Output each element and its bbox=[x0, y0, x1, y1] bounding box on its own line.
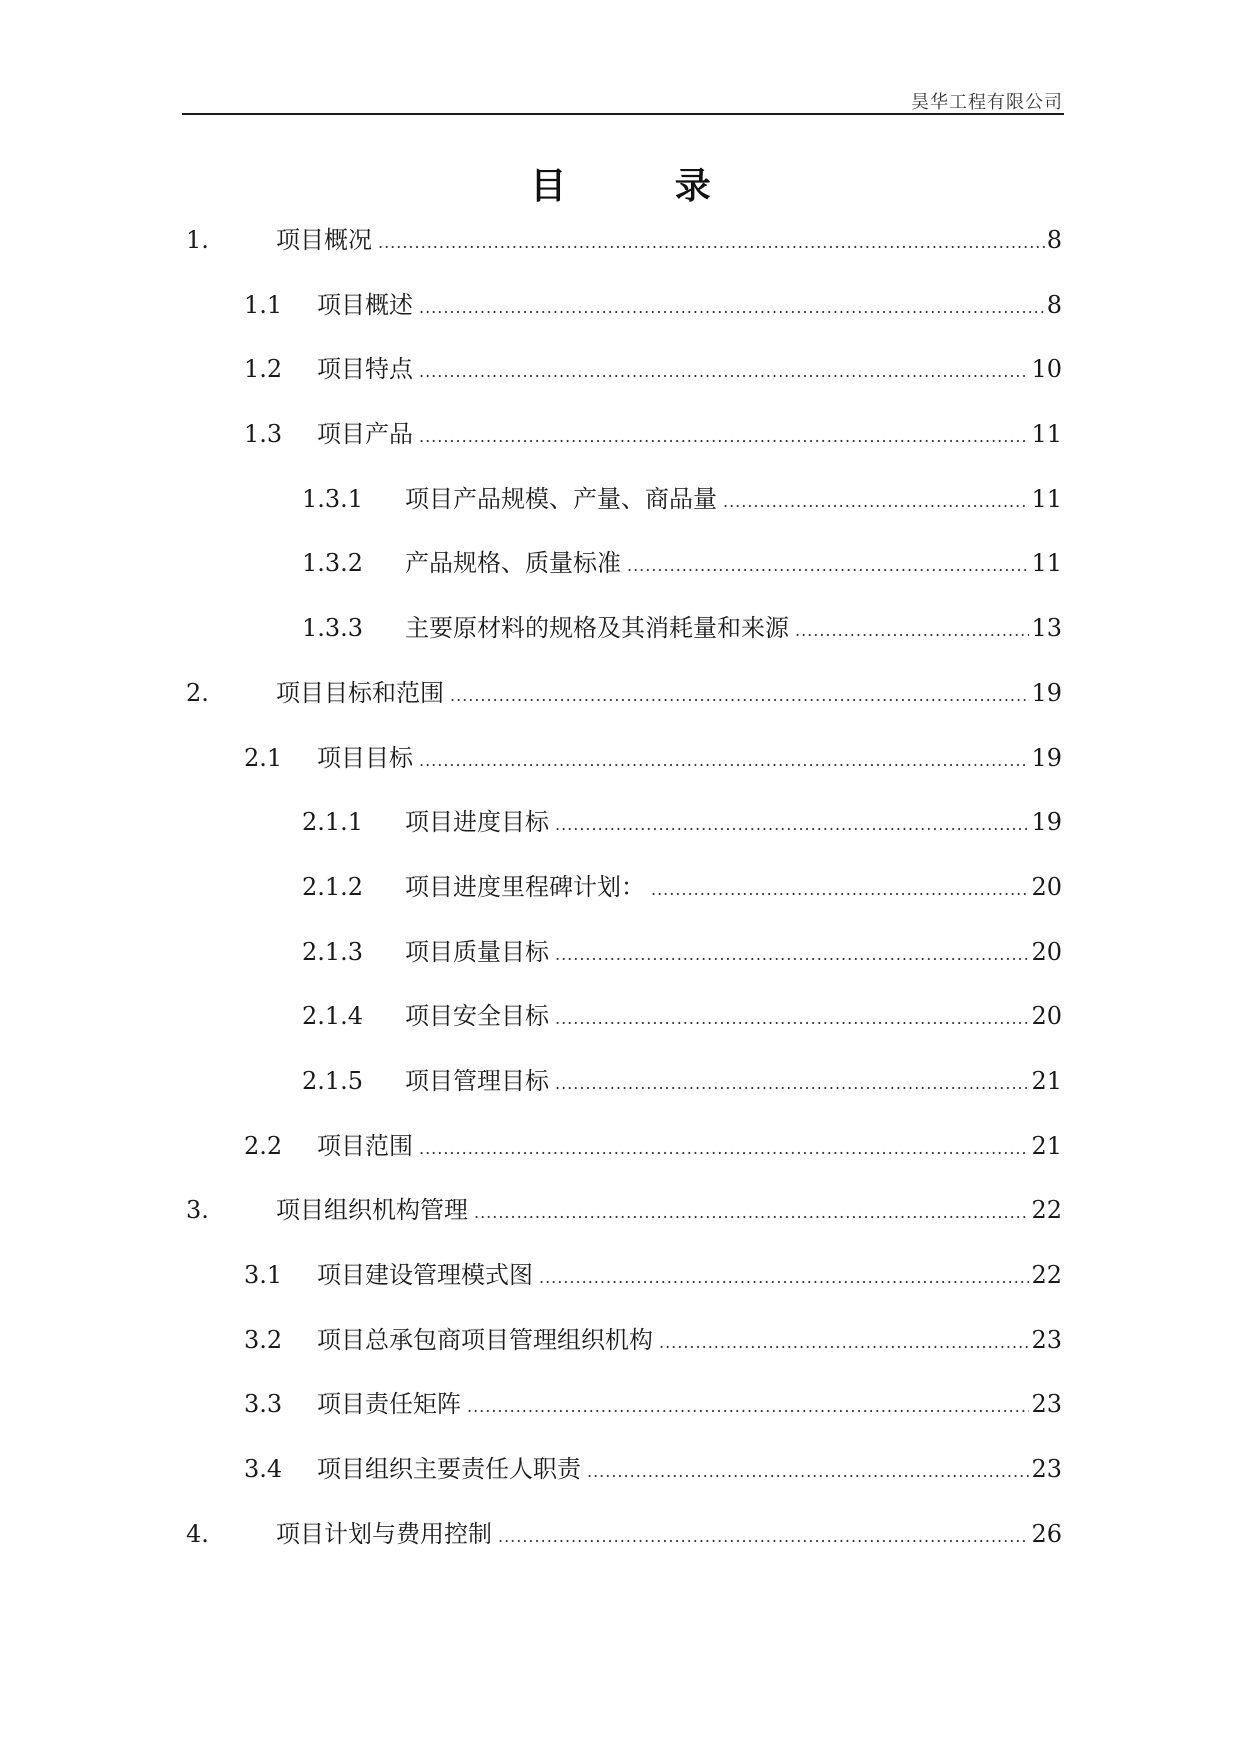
toc-entry-page: 11 bbox=[1031, 484, 1062, 513]
toc-entry-page: 8 bbox=[1046, 290, 1062, 319]
toc-entry-title: 项目总承包商项目管理组织机构 bbox=[317, 1325, 653, 1354]
toc-entry-page: 11 bbox=[1031, 420, 1062, 449]
toc-dot-leader bbox=[555, 1066, 1029, 1102]
toc-dot-leader bbox=[450, 678, 1029, 714]
toc-entry-number: 1.1 bbox=[244, 290, 283, 319]
toc-entry[interactable] bbox=[182, 675, 1062, 740]
toc-entry[interactable] bbox=[182, 545, 1062, 610]
toc-entry-title: 项目进度里程碑计划： bbox=[405, 872, 645, 901]
toc-entry-title: 项目质量目标 bbox=[405, 937, 549, 966]
toc-entry-number: 3.4 bbox=[244, 1455, 283, 1484]
toc-entry[interactable] bbox=[182, 610, 1062, 675]
toc-entry-title: 项目计划与费用控制 bbox=[276, 1519, 492, 1548]
toc-entry-page: 11 bbox=[1031, 549, 1062, 578]
toc-dot-leader bbox=[555, 937, 1029, 973]
toc-dot-leader bbox=[474, 1195, 1029, 1231]
toc-entry-number: 3.3 bbox=[244, 1390, 283, 1419]
toc-entry-page: 20 bbox=[1031, 1002, 1062, 1031]
toc-entry[interactable] bbox=[182, 1451, 1062, 1516]
toc-entry-number: 1.2 bbox=[244, 355, 283, 384]
toc-entry[interactable] bbox=[182, 1516, 1062, 1581]
toc-dot-leader bbox=[627, 548, 1029, 584]
toc-entry-page: 23 bbox=[1031, 1325, 1062, 1354]
toc-dot-leader bbox=[419, 419, 1029, 455]
toc-entry-title: 项目特点 bbox=[317, 355, 413, 384]
toc-entry[interactable] bbox=[182, 287, 1062, 352]
toc-entry-number: 3. bbox=[186, 1196, 209, 1225]
toc-dot-leader bbox=[419, 354, 1029, 390]
toc-entry[interactable] bbox=[182, 1128, 1062, 1193]
toc-entry-page: 19 bbox=[1031, 678, 1062, 707]
toc-entry-number: 2.1.3 bbox=[302, 937, 364, 966]
toc-entry-number: 1.3.1 bbox=[302, 484, 364, 513]
toc-entry[interactable] bbox=[182, 1386, 1062, 1451]
toc-entry[interactable] bbox=[182, 481, 1062, 546]
toc-entry[interactable] bbox=[182, 934, 1062, 999]
toc-entry-number: 2.1.1 bbox=[302, 808, 364, 837]
toc-entry-title: 项目建设管理模式图 bbox=[317, 1261, 533, 1289]
toc-entry-number: 3.2 bbox=[244, 1325, 283, 1354]
toc-entry-number: 1.3.2 bbox=[302, 549, 364, 578]
toc-entry-page: 20 bbox=[1031, 872, 1062, 901]
toc-entry[interactable] bbox=[182, 1322, 1062, 1387]
toc-entry-title: 项目目标 bbox=[317, 743, 413, 772]
toc-entry-page: 20 bbox=[1031, 937, 1062, 966]
toc-entry-number: 3.1 bbox=[244, 1261, 283, 1289]
toc-entry[interactable] bbox=[182, 1192, 1062, 1257]
toc-dot-leader bbox=[555, 1001, 1029, 1037]
toc-entry-number: 2.2 bbox=[244, 1131, 283, 1160]
toc-entry-page: 22 bbox=[1031, 1261, 1062, 1289]
toc-dot-leader bbox=[539, 1260, 1029, 1296]
toc-entry-title: 主要原材料的规格及其消耗量和来源 bbox=[405, 614, 789, 643]
toc-entry-page: 13 bbox=[1031, 614, 1062, 643]
toc-entry-page: 19 bbox=[1031, 808, 1062, 837]
toc-entry-number: 2. bbox=[186, 678, 209, 707]
toc-entry-number: 2.1 bbox=[244, 743, 283, 772]
header-company-name: 昊华工程有限公司 bbox=[911, 92, 1063, 113]
toc-entry[interactable] bbox=[182, 351, 1062, 416]
toc-dot-leader bbox=[419, 743, 1029, 779]
toc-entry-title: 项目管理目标 bbox=[405, 1066, 549, 1095]
toc-entry-number: 2.1.5 bbox=[302, 1066, 364, 1095]
toc-entry-page: 21 bbox=[1031, 1066, 1062, 1095]
toc-dot-leader bbox=[651, 872, 1029, 908]
toc-dot-leader bbox=[659, 1325, 1029, 1361]
toc-entry-title: 项目范围 bbox=[317, 1131, 413, 1160]
toc-entry-page: 23 bbox=[1031, 1455, 1062, 1484]
toc-dot-leader bbox=[723, 484, 1029, 520]
toc-entry-title: 产品规格、质量标准 bbox=[405, 549, 621, 578]
toc-dot-leader bbox=[467, 1389, 1029, 1425]
toc-entry-number: 1.3 bbox=[244, 420, 283, 449]
toc-entry-number: 4. bbox=[186, 1519, 209, 1548]
toc-dot-leader bbox=[419, 290, 1045, 326]
toc-entry[interactable] bbox=[182, 222, 1062, 287]
toc-dot-leader bbox=[498, 1519, 1029, 1555]
toc-entry-title: 项目目标和范围 bbox=[276, 678, 444, 707]
toc-entry[interactable] bbox=[182, 998, 1062, 1063]
toc-entry[interactable] bbox=[182, 416, 1062, 481]
toc-entry-page: 10 bbox=[1031, 355, 1062, 384]
toc-entry[interactable] bbox=[182, 804, 1062, 869]
toc-entry-title: 项目安全目标 bbox=[405, 1002, 549, 1031]
toc-dot-leader bbox=[378, 225, 1045, 261]
header-divider bbox=[182, 113, 1064, 115]
toc-entry-page: 23 bbox=[1031, 1390, 1062, 1419]
toc-entry-title: 项目概述 bbox=[317, 290, 413, 319]
toc-entry-title: 项目组织主要责任人职责 bbox=[317, 1455, 581, 1484]
toc-entry-title: 项目责任矩阵 bbox=[317, 1390, 461, 1419]
toc-entry-title: 项目产品规模、产量、商品量 bbox=[405, 484, 717, 513]
toc-entry-title: 项目产品 bbox=[317, 420, 413, 449]
toc-entry-number: 1. bbox=[186, 226, 209, 254]
toc-entry[interactable] bbox=[182, 1257, 1062, 1322]
toc-dot-leader bbox=[795, 613, 1029, 649]
toc-entry-page: 8 bbox=[1046, 226, 1062, 254]
toc-entry[interactable] bbox=[182, 1063, 1062, 1128]
toc-entry[interactable] bbox=[182, 740, 1062, 805]
toc-entry-page: 19 bbox=[1031, 743, 1062, 772]
toc-entry-title: 项目组织机构管理 bbox=[276, 1196, 468, 1225]
table-of-contents bbox=[182, 222, 1062, 1580]
toc-entry-number: 1.3.3 bbox=[302, 614, 364, 643]
page-title: 目 录 bbox=[530, 165, 759, 207]
toc-dot-leader bbox=[587, 1454, 1029, 1490]
toc-entry-number: 2.1.4 bbox=[302, 1002, 364, 1031]
toc-entry-title: 项目概况 bbox=[276, 226, 372, 254]
toc-entry-page: 22 bbox=[1031, 1196, 1062, 1225]
toc-entry[interactable] bbox=[182, 869, 1062, 934]
toc-dot-leader bbox=[419, 1131, 1029, 1167]
toc-entry-title: 项目进度目标 bbox=[405, 808, 549, 837]
toc-entry-page: 26 bbox=[1031, 1519, 1062, 1548]
toc-entry-number: 2.1.2 bbox=[302, 872, 364, 901]
toc-dot-leader bbox=[555, 807, 1029, 843]
toc-entry-page: 21 bbox=[1031, 1131, 1062, 1160]
